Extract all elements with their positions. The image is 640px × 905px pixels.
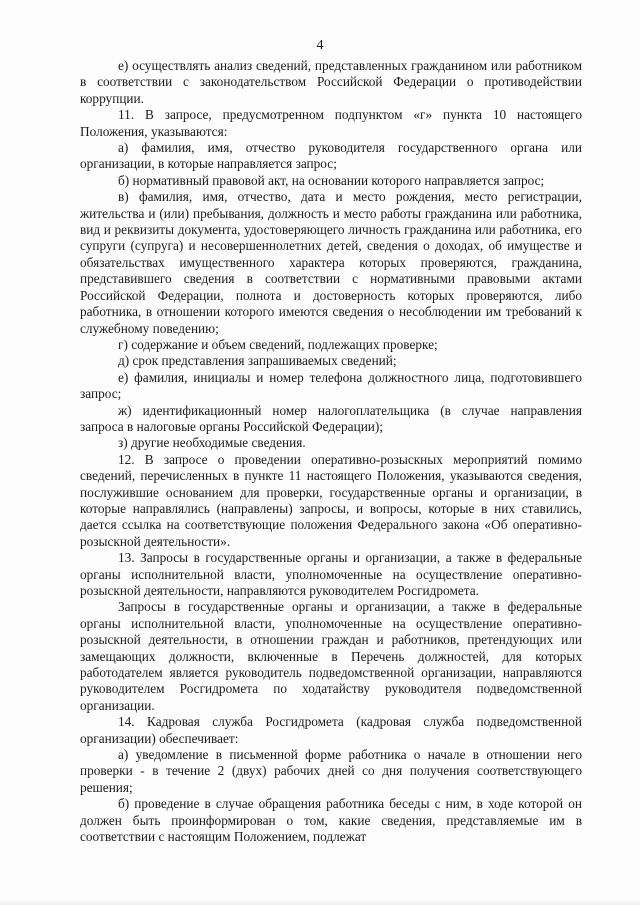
paragraph-14: 14. Кадровая служба Росгидромета (кадровая служба подведомственной организации) обеспечивает: bbox=[80, 714, 582, 746]
paragraph-11v: в) фамилия, имя, отчество, дата и место рождения, место регистрации, жительства и (или) пребывания, должность и место работы гражданина или работника, вид и реквизиты документа, удостоверяющего личность гражданина или работника, его супруги (супруга) и несовершеннолетних детей, сведения о доходах, об имуществе и обязательствах имущественного характера которых проверяются, гражданина, представившего сведения в соответствии с нормативными правовыми актами Российской Федерации, полнота и достоверность которых проверяются, либо работника, в отношении которого имеются сведения о несоблюдении им требований к служебному поведению; bbox=[80, 189, 582, 336]
paragraph-14b: б) проведение в случае обращения работника беседы с ним, в ходе которой он должен быть проинформирован о том, какие сведения, представляемые им в соответствии с настоящим Положением, подлежат bbox=[80, 796, 582, 845]
paragraph-11b: б) нормативный правовой акт, на основании которого направляется запрос; bbox=[118, 172, 545, 188]
paragraph-11e: е) фамилия, инициалы и номер телефона должностного лица, подготовившего запрос; bbox=[80, 369, 582, 402]
paragraph-13: 13. Запросы в государственные органы и организации, а также в федеральные органы исполнительной власти, уполномоченные на осуществление оперативно-розыскной деятельности, направляются руководителем Росгидромета. bbox=[80, 550, 582, 598]
paragraph-11: 11. В запросе, предусмотренном подпунктом «г» пункта 10 настоящего Положения, указываются: bbox=[80, 107, 582, 139]
paragraph-13-2: Запросы в государственные органы и организации, а также в федеральные органы исполнительной власти, уполномоченные на осуществление оперативно-розыскной деятельности, в отношении граждан и работников, претендующих или замещающих должности, включенные в Перечень должностей, для которых работодателем является руководитель подведомственной организации, направляются руководителем Росгидромета по ходатайству руководителя подведомственной организации. bbox=[80, 599, 582, 713]
paragraph-11d: д) срок представления запрашиваемых сведений; bbox=[118, 353, 397, 369]
document-body bbox=[80, 58, 582, 846]
paragraph-11zh: ж) идентификационный номер налогоплательщика (в случае направления запроса в налоговые органы Российской Федерации); bbox=[80, 402, 582, 434]
paragraph-12: 12. В запросе о проведении оперативно-розыскных мероприятий помимо сведений, перечисленных в пункте 11 настоящего Положения, указываются сведения, послужившие основанием для проверки, государственные органы и организации, в которые направлялись (направлены) запросы, и вопросы, которые в них ставились, дается ссылка на соответствующие положения Федерального закона «Об оперативно-розыскной деятельности». bbox=[80, 451, 582, 549]
paragraph-10e: е) осуществлять анализ сведений, представленных гражданином или работником в соответствии с законодательством Российской Федерации о противодействии коррупции. bbox=[80, 58, 582, 106]
page-bottom-edge bbox=[0, 899, 640, 905]
paragraph-11a: а) фамилия, имя, отчество руководителя государственного органа или организации, в которые направляется запрос; bbox=[80, 140, 582, 172]
paragraph-11g: г) содержание и объем сведений, подлежащих проверке; bbox=[118, 336, 438, 352]
paragraph-14a: а) уведомление в письменной форме работника о начале в отношении него проверки - в течение 2 (двух) рабочих дней со дня получения соответствующего решения; bbox=[80, 747, 582, 795]
page-number: 4 bbox=[316, 38, 324, 53]
paragraph-11z: з) другие необходимые сведения. bbox=[118, 435, 306, 451]
